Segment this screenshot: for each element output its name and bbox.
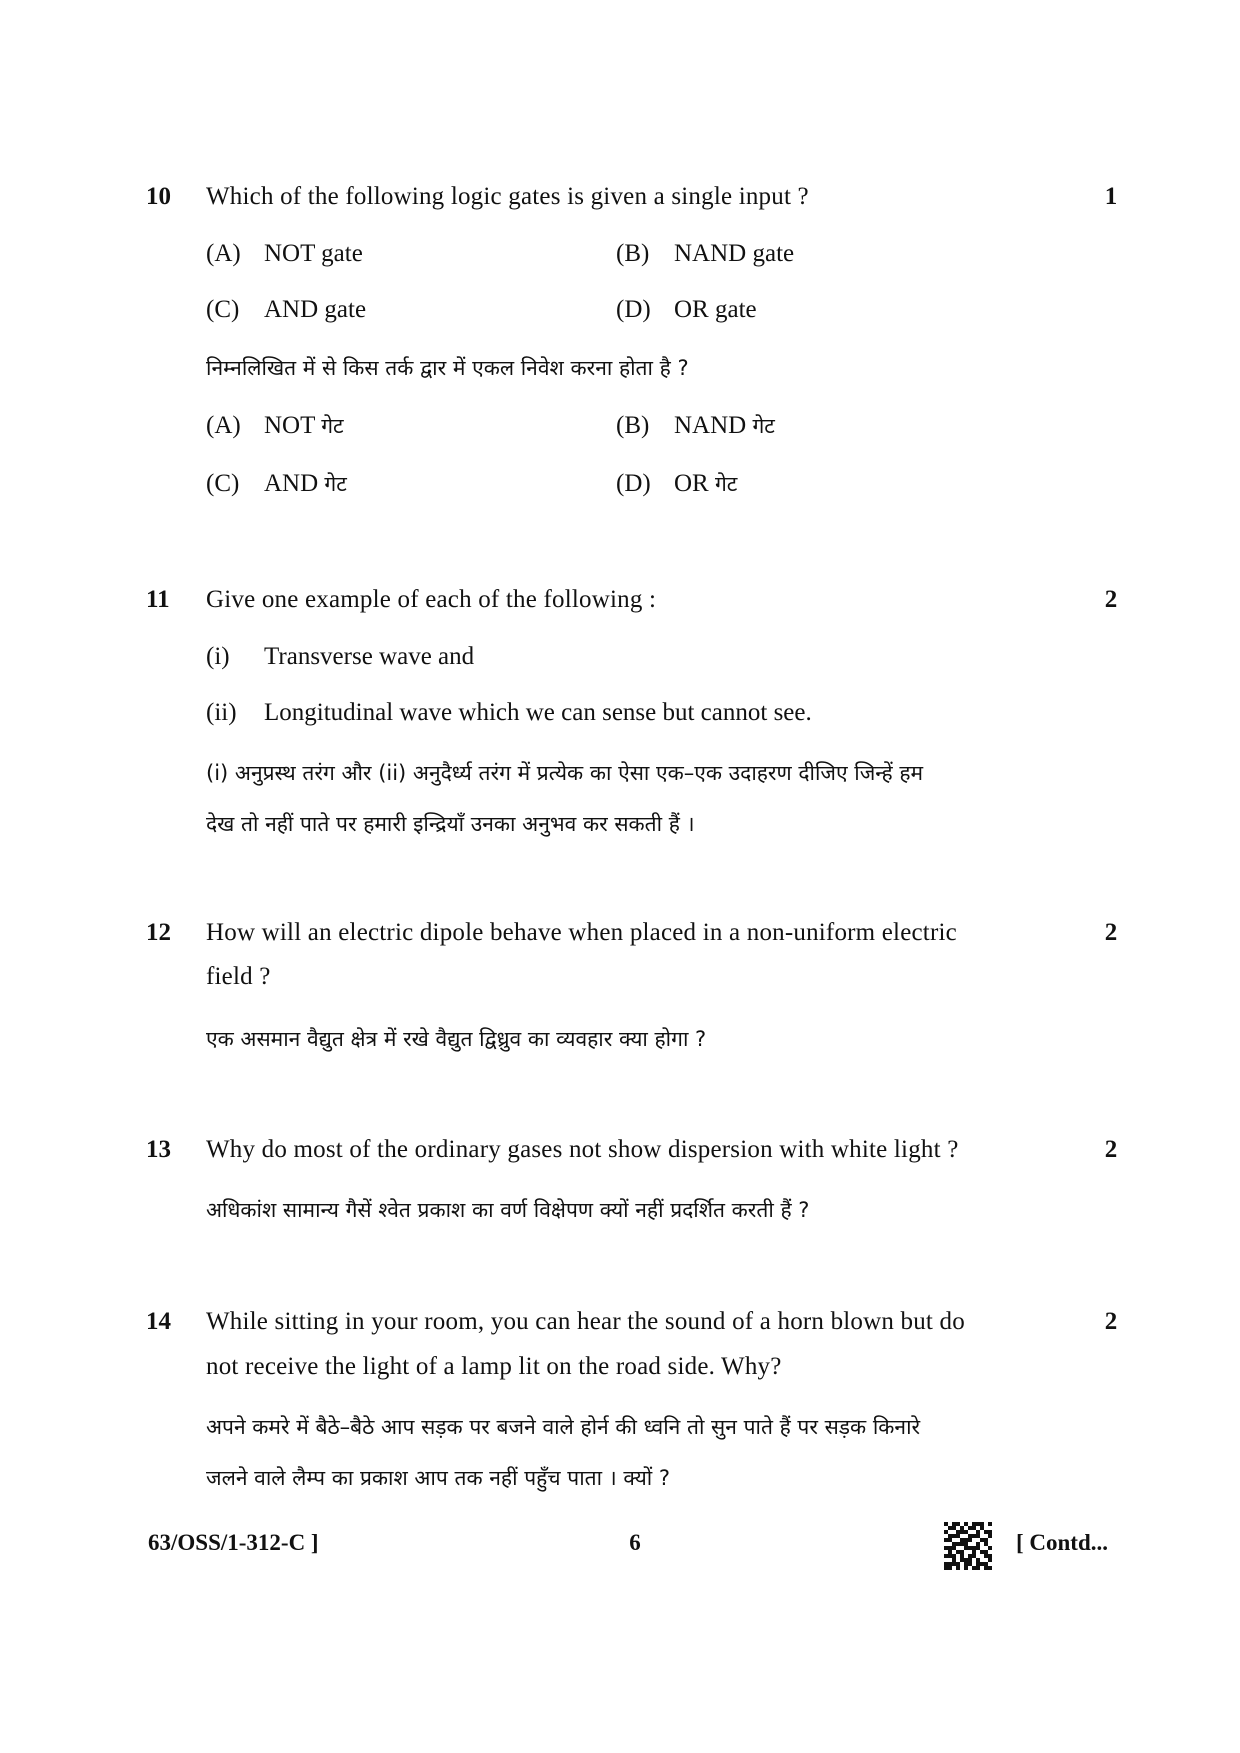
option-label: (A) <box>206 412 241 439</box>
option-d-hindi <box>616 470 737 498</box>
option-b <box>616 240 794 268</box>
question-text-hindi: निम्नलिखित में से किस तर्क द्वार में एकल निवेश करना होता है ? <box>206 356 689 380</box>
option-c <box>206 296 366 324</box>
option-text: NAND gate <box>674 240 795 267</box>
continued-label: [ Contd... <box>1016 1530 1109 1555</box>
question-number: 10 <box>146 183 171 210</box>
sub-item-text: Longitudinal wave which we can sense but cannot see. <box>264 699 812 726</box>
question-number: 14 <box>146 1308 171 1335</box>
option-label: (B) <box>616 412 650 439</box>
question-marks: 2 <box>1104 1308 1118 1335</box>
option-text: AND gate <box>264 296 367 323</box>
option-label: (C) <box>206 470 240 497</box>
option-text: NOT gate <box>264 240 363 267</box>
question-text: While sitting in your room, you can hear the sound of a horn blown but do <box>206 1308 965 1335</box>
option-text: AND <box>264 470 319 497</box>
option-text-hindi: गेट <box>752 414 775 438</box>
qr-code-icon <box>944 1522 992 1570</box>
sub-item-i <box>206 643 474 671</box>
option-b-hindi <box>616 412 775 440</box>
question-number: 13 <box>146 1136 171 1163</box>
question-text: not receive the light of a lamp lit on the road side. Why? <box>206 1353 782 1380</box>
question-number: 12 <box>146 919 171 946</box>
option-text-hindi: गेट <box>714 472 738 496</box>
option-label: (D) <box>616 470 651 497</box>
option-text-hindi: गेट <box>324 472 347 496</box>
question-text-hindi: अपने कमरे में बैठे–बैठे आप सड़क पर बजने वाले होर्न की ध्वनि तो सुन पाते हैं पर सड़क किनारे <box>206 1415 921 1439</box>
question-text: Give one example of each of the following : <box>206 586 657 613</box>
option-a <box>206 240 363 268</box>
option-text: OR gate <box>674 296 757 323</box>
question-text: Which of the following logic gates is given a single input ? <box>206 183 809 210</box>
option-c-hindi <box>206 470 347 498</box>
option-d <box>616 296 757 324</box>
sub-item-label: (i) <box>206 643 230 670</box>
question-marks: 2 <box>1104 586 1118 613</box>
question-marks: 1 <box>1104 183 1118 210</box>
question-text-hindi: एक असमान वैद्युत क्षेत्र में रखे वैद्युत द्विध्रुव का व्यवहार क्या होगा ? <box>206 1027 707 1051</box>
option-label: (A) <box>206 240 241 267</box>
option-a-hindi <box>206 412 344 440</box>
page-number: 6 <box>629 1530 641 1555</box>
option-text-hindi: गेट <box>321 414 344 438</box>
question-text: Why do most of the ordinary gases not show dispersion with white light ? <box>206 1136 959 1163</box>
paper-code: 63/OSS/1-312-C ] <box>148 1530 319 1555</box>
option-text: NOT <box>264 412 315 439</box>
option-label: (B) <box>616 240 650 267</box>
option-text: NAND <box>674 412 747 439</box>
option-label: (C) <box>206 296 240 323</box>
question-text: field ? <box>206 963 271 990</box>
question-text-hindi: देख तो नहीं पाते पर हमारी इन्द्रियाँ उनका अनुभव कर सकती हैं । <box>206 812 695 836</box>
question-text-hindi: (i) अनुप्रस्थ तरंग और (ii) अनुदैर्ध्य तरंग में प्रत्येक का ऐसा एक–एक उदाहरण दीजिए जिन्हें हम <box>206 761 924 785</box>
option-text: OR <box>674 470 709 497</box>
question-text: How will an electric dipole behave when placed in a non-uniform electric <box>206 919 957 946</box>
option-label: (D) <box>616 296 651 323</box>
question-text-hindi: जलने वाले लैम्प का प्रकाश आप तक नहीं पहुँच पाता । क्यों ? <box>206 1466 671 1490</box>
question-marks: 2 <box>1104 919 1118 946</box>
sub-item-ii <box>206 699 812 727</box>
question-number: 11 <box>146 586 170 613</box>
sub-item-label: (ii) <box>206 699 237 726</box>
question-marks: 2 <box>1104 1136 1118 1163</box>
question-text-hindi: अधिकांश सामान्य गैसें श्वेत प्रकाश का वर्ण विक्षेपण क्यों नहीं प्रदर्शित करती हैं ? <box>206 1198 810 1222</box>
sub-item-text: Transverse wave and <box>264 643 475 670</box>
